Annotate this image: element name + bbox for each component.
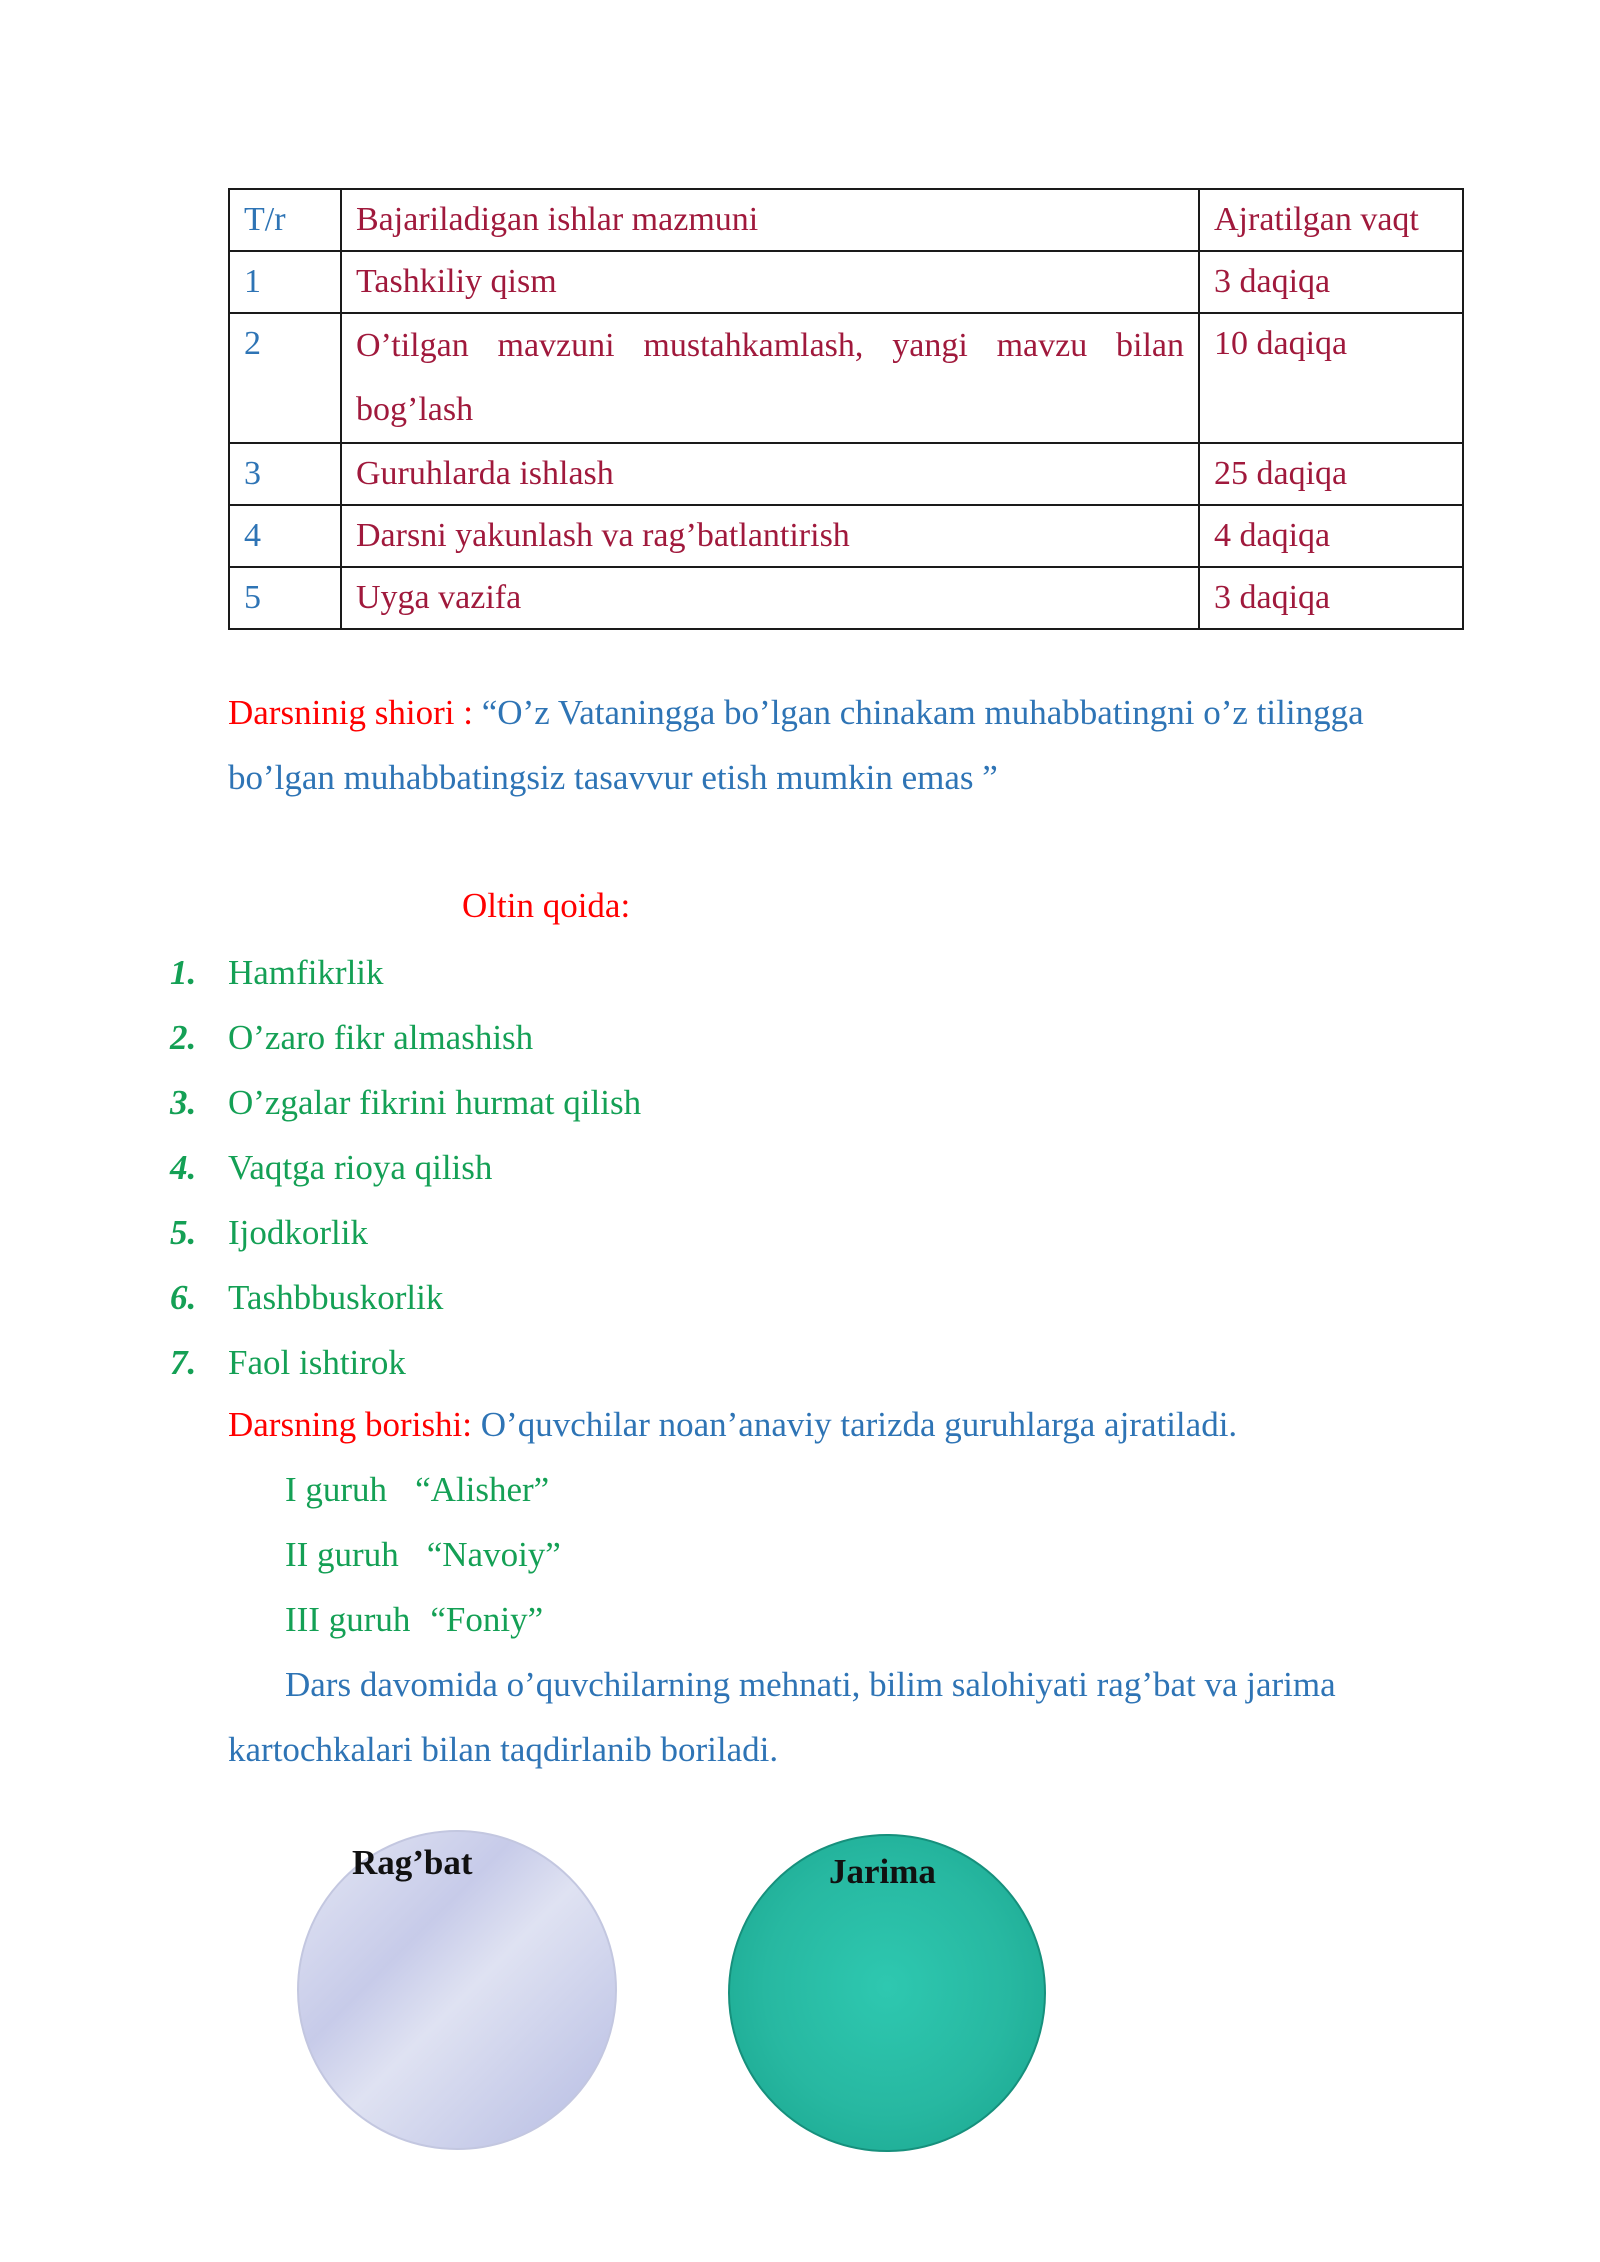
list-item [170, 1070, 641, 1135]
row-number: 2 [229, 313, 341, 443]
list-item [170, 1265, 641, 1330]
process-label: Darsning borishi: [228, 1405, 473, 1444]
list-item [170, 940, 641, 1005]
list-item [285, 1522, 561, 1587]
row-time: 10 daqiqa [1199, 313, 1463, 443]
list-item-number: 3. [170, 1083, 197, 1122]
list-item-text: O’zgalar fikrini hurmat qilish [228, 1083, 642, 1122]
header-number: T/r [229, 189, 341, 251]
list-item-text: Tashbbuskorlik [228, 1278, 444, 1317]
table-row [229, 505, 1463, 567]
row-time: 25 daqiqa [1199, 443, 1463, 505]
list-item-text: Vaqtga rioya qilish [228, 1148, 493, 1187]
row-task [341, 313, 1199, 443]
row-task: Tashkiliy qism [341, 251, 1199, 313]
row-number: 4 [229, 505, 341, 567]
row-time: 3 daqiqa [1199, 251, 1463, 313]
list-item-number: 5. [170, 1213, 197, 1252]
table-row [229, 443, 1463, 505]
golden-rules-list [170, 940, 641, 1395]
group-list [285, 1457, 561, 1652]
penalty-card-label: Jarima [829, 1852, 936, 1891]
list-item [285, 1587, 561, 1652]
list-item-text: Hamfikrlik [228, 953, 384, 992]
reward-card-label: Rag’bat [352, 1843, 473, 1882]
list-item [170, 1200, 641, 1265]
cards-description-line1: Dars davomida o’quvchilarning mehnati, bilim salohiyati rag’bat va jarima [285, 1665, 1336, 1704]
list-item-text: Faol ishtirok [228, 1343, 406, 1382]
group-number: I guruh [285, 1470, 388, 1509]
group-number: II guruh [285, 1535, 399, 1574]
list-item-number: 4. [170, 1148, 197, 1187]
row-number: 3 [229, 443, 341, 505]
list-item [170, 1005, 641, 1070]
table-header-row [229, 189, 1463, 251]
table-row [229, 313, 1463, 443]
list-item-number: 2. [170, 1018, 197, 1057]
cards-description [228, 1652, 1468, 1782]
group-number: III guruh [285, 1600, 411, 1639]
row-task: Darsni yakunlash va rag’batlantirish [341, 505, 1199, 567]
group-name: “Alisher” [415, 1470, 550, 1509]
list-item-text: O’zaro fikr almashish [228, 1018, 534, 1057]
list-item-text: Ijodkorlik [228, 1213, 368, 1252]
row-task-line: O’tilgan mavzuni mustahkamlash, yangi mavzu bilan [356, 327, 1184, 364]
cards-description-line2: kartochkalari bilan taqdirlanib boriladi. [228, 1730, 779, 1769]
header-task: Bajariladigan ishlar mazmuni [341, 189, 1199, 251]
process-text: O’quvchilar noan’anaviy tarizda guruhlarga ajratiladi. [472, 1405, 1238, 1444]
row-task: Guruhlarda ishlash [341, 443, 1199, 505]
row-time: 3 daqiqa [1199, 567, 1463, 629]
motto-label: Darsninig shiori : [228, 693, 473, 732]
header-time: Ajratilgan vaqt [1199, 189, 1463, 251]
lesson-schedule-table [228, 188, 1464, 630]
golden-rules-title: Oltin qoida: [462, 886, 631, 925]
motto-text-line2: bo’lgan muhabbatingsiz tasavvur etish mumkin emas ” [228, 758, 998, 797]
row-number: 1 [229, 251, 341, 313]
list-item-number: 7. [170, 1343, 197, 1382]
list-item [170, 1135, 641, 1200]
table-row [229, 567, 1463, 629]
list-item-number: 1. [170, 953, 197, 992]
list-item [285, 1457, 561, 1522]
lesson-process [228, 1392, 1237, 1457]
table-row [229, 251, 1463, 313]
row-number: 5 [229, 567, 341, 629]
group-name: “Navoiy” [426, 1535, 561, 1574]
group-name: “Foniy” [430, 1600, 544, 1639]
row-time: 4 daqiqa [1199, 505, 1463, 567]
row-task: Uyga vazifa [341, 567, 1199, 629]
motto-text-line1: “O’z Vataningga bo’lgan chinakam muhabbatingni o’z tilingga [472, 693, 1364, 732]
list-item-number: 6. [170, 1278, 197, 1317]
lesson-motto [228, 680, 1468, 810]
list-item [170, 1330, 641, 1395]
row-task-line: bog’lash [356, 391, 474, 428]
